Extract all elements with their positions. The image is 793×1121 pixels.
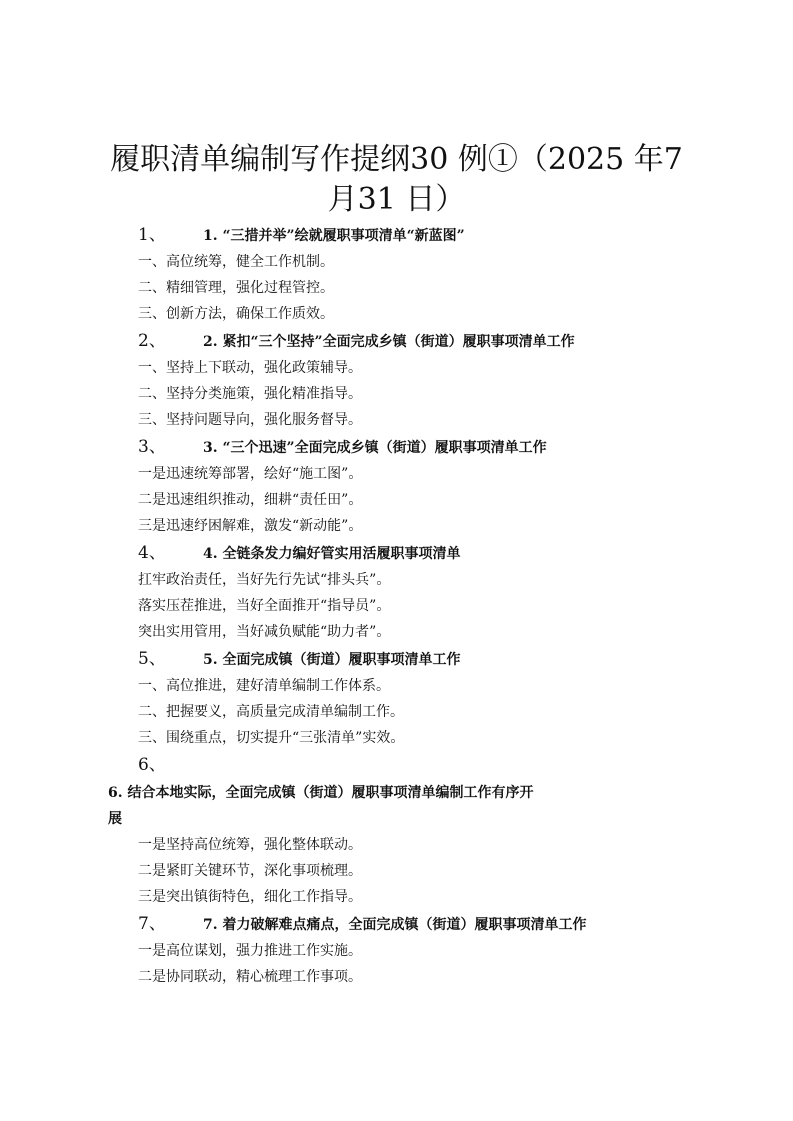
- section-title: 7. 着力破解难点痛点，全面完成镇（街道）履职事项清单工作: [203, 917, 587, 933]
- section-heading: [108, 221, 718, 249]
- outline-item: 三、坚持问题导向，强化服务督导。: [138, 412, 362, 428]
- section-heading: [108, 910, 718, 938]
- document-title: [80, 140, 713, 220]
- section-number: 5、: [138, 649, 166, 669]
- section-title-continuation: 展: [108, 811, 122, 827]
- outline-item: 一、高位统筹，健全工作机制。: [138, 254, 334, 270]
- section-number: 2、: [138, 331, 166, 351]
- section-title: 1. “三措并举”绘就履职事项清单“新蓝图”: [203, 228, 465, 244]
- outline-item: 二是迅速组织推动，细耕“责任田”。: [138, 492, 363, 508]
- section-number: 4、: [138, 543, 166, 563]
- outline-item: 二、精细管理，强化过程管控。: [138, 280, 334, 296]
- outline-item: 二、把握要义，高质量完成清单编制工作。: [138, 704, 404, 720]
- outline-item: 一是坚持高位统筹，强化整体联动。: [138, 837, 362, 853]
- section-title: 4. 全链条发力编好管实用活履职事项清单: [203, 546, 461, 562]
- outline-content: [108, 221, 718, 990]
- section-title: 6. 结合本地实际，全面完成镇（街道）履职事项清单编制工作有序开: [108, 785, 534, 801]
- section-heading: [108, 751, 718, 832]
- section-title: 2. 紧扣“三个坚持”全面完成乡镇（街道）履职事项清单工作: [203, 334, 575, 350]
- outline-item: 二、坚持分类施策，强化精准指导。: [138, 386, 362, 402]
- section-heading: [108, 327, 718, 355]
- section-title: 3. “三个迅速”全面完成乡镇（街道）履职事项清单工作: [203, 440, 547, 456]
- section-number: 6、: [138, 755, 166, 775]
- section-heading: [108, 433, 718, 461]
- outline-item: 扛牢政治责任，当好先行先试“排头兵”。: [138, 572, 391, 588]
- outline-item: 落实压茬推进，当好全面推开“指导员”。: [138, 598, 391, 614]
- outline-item: 二是紧盯关键环节，深化事项梳理。: [138, 863, 362, 879]
- outline-item: 三是突出镇街特色，细化工作指导。: [138, 889, 362, 905]
- title-line-2: 月31 日）: [327, 182, 466, 217]
- section-heading: [108, 539, 718, 567]
- outline-item: 一是迅速统筹部署，绘好“施工图”。: [138, 466, 363, 482]
- title-line-1: 履职清单编制写作提纲30 例①（2025 年7: [110, 142, 683, 177]
- outline-item: 三是迅速纾困解难，激发“新动能”。: [138, 518, 363, 534]
- section-number: 1、: [138, 225, 166, 245]
- outline-item: 二是协同联动，精心梳理工作事项。: [138, 969, 362, 985]
- outline-item: 突出实用管用，当好减负赋能“助力者”。: [138, 624, 391, 640]
- section-heading: [108, 645, 718, 673]
- outline-item: 一是高位谋划，强力推进工作实施。: [138, 943, 362, 959]
- outline-item: 一、坚持上下联动，强化政策辅导。: [138, 360, 362, 376]
- section-title: 5. 全面完成镇（街道）履职事项清单工作: [203, 652, 461, 668]
- section-number: 7、: [138, 914, 166, 934]
- outline-item: 三、创新方法，确保工作质效。: [138, 306, 334, 322]
- outline-item: 三、围绕重点，切实提升“三张清单”实效。: [138, 730, 405, 746]
- section-number: 3、: [138, 437, 166, 457]
- outline-item: 一、高位推进，建好清单编制工作体系。: [138, 678, 390, 694]
